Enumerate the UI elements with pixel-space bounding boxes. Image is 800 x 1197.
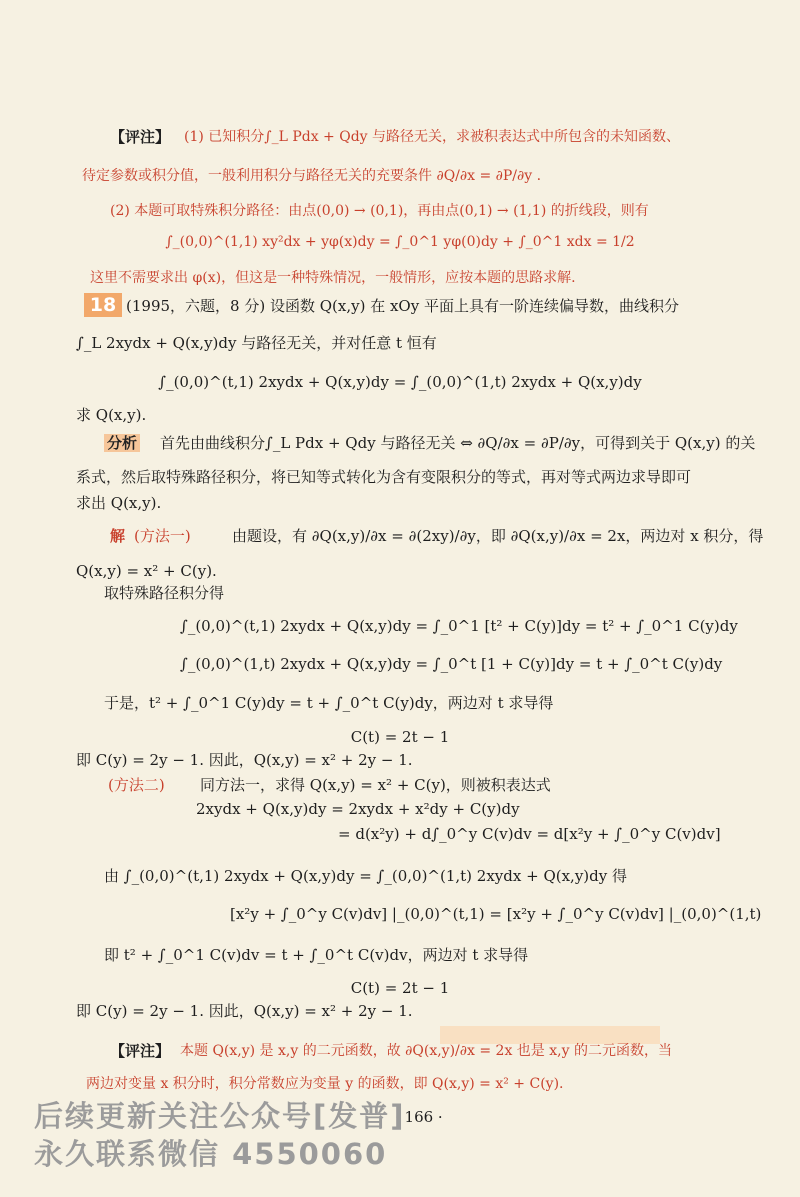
method2-text-2: 由 ∫_(0,0)^(t,1) 2xydx + Q(x,y)dy = ∫_(0,0)^(1,t) 2xydx + Q(x,y)dy 得 [104,867,627,885]
analysis-text-1: 首先由曲线积分∫_L Pdx + Qdy 与路径无关 ⇔ ∂Q/∂x = ∂P/∂y，可得到关于 Q(x,y) 的关 [160,434,756,452]
note1-text-1b: 待定参数或积分值，一般利用积分与路径无关的充要条件 ∂Q/∂x = ∂P/∂y . [82,168,542,184]
note2-label: 【评注】 [110,1042,171,1060]
problem-text-3: 求 Q(x,y). [76,406,147,424]
analysis-text-2: 系式，然后取特殊路径积分，将已知等式转化为含有变限积分的等式，再对等式两边求导即可 [76,468,692,486]
problem-text-2: ∫_L 2xydx + Q(x,y)dy 与路径无关，并对任意 t 恒有 [76,334,437,352]
method2-text-3: 即 t² + ∫_0^1 C(v)dv = t + ∫_0^t C(v)dv，两边对 t 求导得 [104,946,529,964]
method1-text-1: 由题设，有 ∂Q(x,y)/∂x = ∂(2xy)/∂y，即 ∂Q(x,y)/∂x = 2x，两边对 x 积分，得 [232,527,764,545]
solution-label: 解 [110,527,126,545]
problem-number-badge: 18 [84,293,122,317]
page-number: · 166 · [395,1108,443,1126]
method1-equation-2: ∫_(0,0)^(1,t) 2xydx + Q(x,y)dy = ∫_0^t [1 + C(y)]dy = t + ∫_0^t C(y)dy [180,655,723,673]
method1-text-5: 即 C(y) = 2y − 1. 因此，Q(x,y) = x² + 2y − 1. [76,751,413,769]
method2-equation-4: C(t) = 2t − 1 [350,979,450,997]
method2-equation-2: = d(x²y) + d∫_0^y C(v)dv = d[x²y + ∫_0^y C(v)dv] [338,825,721,843]
watermark-line-2: 永久联系微信 4550060 [34,1137,388,1171]
method1-equation-1: ∫_(0,0)^(t,1) 2xydx + Q(x,y)dy = ∫_0^1 [t² + C(y)]dy = t² + ∫_0^1 C(y)dy [180,617,738,635]
note1-label: 【评注】 [110,128,171,146]
note1-equation: ∫_(0,0)^(1,1) xy²dx + yφ(x)dy = ∫_0^1 yφ(0)dy + ∫_0^1 xdx = 1/2 [165,234,635,250]
analysis-label: 分析 [104,433,140,453]
method1-equation-3: C(t) = 2t − 1 [350,728,450,746]
analysis-text-3: 求出 Q(x,y). [76,494,162,512]
method2-text-4: 即 C(y) = 2y − 1. 因此，Q(x,y) = x² + 2y − 1. [76,1002,413,1020]
note2-text-1: 本题 Q(x,y) 是 x,y 的二元函数，故 ∂Q(x,y)/∂x = 2x 也是 x,y 的二元函数，当 [180,1043,672,1059]
note1-text-3: 这里不需要求出 φ(x)，但这是一种特殊情况，一般情形，应按本题的思路求解. [90,270,576,286]
method1-text-3: 取特殊路径积分得 [104,584,225,602]
note1-text-2: (2) 本题可取特殊积分路径：由点(0,0) → (0,1)，再由点(0,1) → (1,1) 的折线段，则有 [110,203,649,219]
method2-equation-3: [x²y + ∫_0^y C(v)dv] |_(0,0)^(t,1) = [x²y + ∫_0^y C(v)dv] |_(0,0)^(1,t) [230,905,762,923]
method1-text-4: 于是，t² + ∫_0^1 C(y)dy = t + ∫_0^t C(y)dy，两边对 t 求导得 [104,694,554,712]
method1-label: (方法一) [134,527,191,545]
note2-text-2: 两边对变量 x 积分时，积分常数应为变量 y 的函数，即 Q(x,y) = x² + C(y). [86,1076,564,1092]
method2-equation-1: 2xydx + Q(x,y)dy = 2xydx + x²dy + C(y)dy [196,800,520,818]
watermark-line-1: 后续更新关注公众号[发普] [34,1099,406,1133]
note1-text-1a: (1) 已知积分∫_L Pdx + Qdy 与路径无关，求被积表达式中所包含的未知函数、 [184,129,681,145]
method2-text-1: 同方法一，求得 Q(x,y) = x² + C(y)，则被积表达式 [200,776,551,794]
problem-text-1: (1995，六题，8 分) 设函数 Q(x,y) 在 xOy 平面上具有一阶连续偏导数，曲线积分 [126,297,679,315]
problem-equation: ∫_(0,0)^(t,1) 2xydx + Q(x,y)dy = ∫_(0,0)^(1,t) 2xydx + Q(x,y)dy [158,373,642,391]
method1-text-2: Q(x,y) = x² + C(y). [76,562,217,580]
method2-label: (方法二) [108,776,165,794]
